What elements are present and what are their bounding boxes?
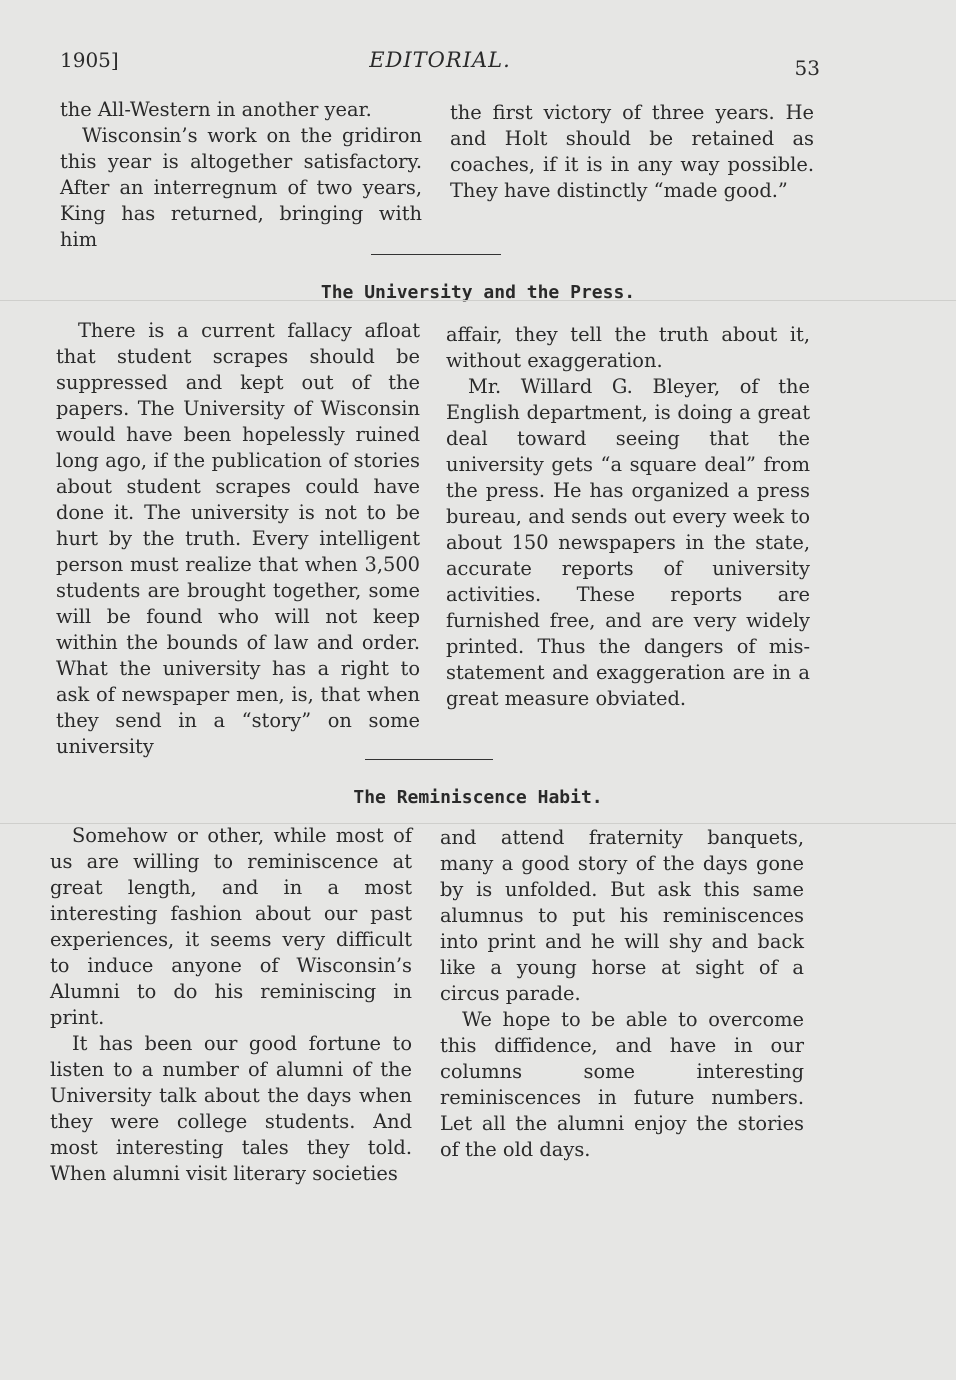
paragraph: affair, they tell the truth about it, without exaggeration. bbox=[446, 323, 810, 372]
page-number: 53 bbox=[794, 56, 820, 80]
section2-right-column bbox=[440, 825, 804, 1163]
paragraph: Mr. Willard G. Bleyer, of the English department, is doing a great deal toward seeing that the university gets “a square deal” from the press. He has organized a press bureau, and sends out every week to about 150 newspapers in the state, accurate reports of university activities. These reports are furnished free, and are very widely printed. Thus the dangers of mis-statement and exaggeration are in a great measure obviated. bbox=[446, 375, 810, 710]
section-divider bbox=[365, 759, 493, 760]
section1-right-column bbox=[446, 322, 810, 712]
paragraph: It has been our good fortune to listen to a number of alumni of the University talk about the days when they were college students. And most interesting tales they told. When alumni visit literary societies bbox=[50, 1032, 412, 1185]
paragraph: Somehow or other, while most of us are willing to reminiscence at great length, and in a most interesting fashion about our past experiences, it seems very difficult to induce anyone of Wisconsin’s Alumni to do his reminiscing in print. bbox=[50, 824, 412, 1029]
paragraph: We hope to be able to overcome this diffidence, and have in our columns some interesting reminiscences in future numbers. Let all the alumni enjoy the stories of the old days. bbox=[440, 1008, 804, 1161]
section0-right-column bbox=[450, 100, 814, 204]
running-head-section: EDITORIAL. bbox=[369, 48, 511, 72]
section-divider bbox=[371, 254, 501, 255]
paragraph: Wisconsin’s work on the gridiron this year is altogether satisfactory. After an interregnum of two years, King has returned, bringing with him bbox=[60, 124, 422, 251]
running-head-year: 1905] bbox=[60, 48, 119, 72]
page-crease bbox=[0, 300, 956, 301]
section2-left-column bbox=[50, 823, 412, 1187]
section1-left-column bbox=[56, 318, 420, 760]
running-head bbox=[60, 48, 820, 84]
paragraph: and attend fraternity banquets, many a good story of the days gone by is unfolded. But ask this same alumnus to put his reminiscences into print and he will shy and back like a young horse at sight of a circus parade. bbox=[440, 826, 804, 1005]
paragraph: There is a current fallacy afloat that student scrapes should be suppressed and kept out of the papers. The University of Wisconsin would have been hopelessly ruined long ago, if the publication of stories about student scrapes could have done it. The university is not to be hurt by the truth. Every intelligent person must realize that when 3,500 students are brought together, some will be found who will not keep within the bounds of law and order. What the university has a right to ask of newspaper men, is, that when they send in a “story” on some university bbox=[56, 319, 420, 758]
paragraph: the All-Western in another year. bbox=[60, 98, 372, 121]
section0-left-column bbox=[60, 97, 422, 253]
section1-heading: The University and the Press. bbox=[320, 282, 636, 303]
section2-heading: The Reminiscence Habit. bbox=[353, 787, 603, 808]
paragraph: the first victory of three years. He and Holt should be retained as coaches, if it is in any way possible. They have distinctly “made good.” bbox=[450, 101, 814, 202]
